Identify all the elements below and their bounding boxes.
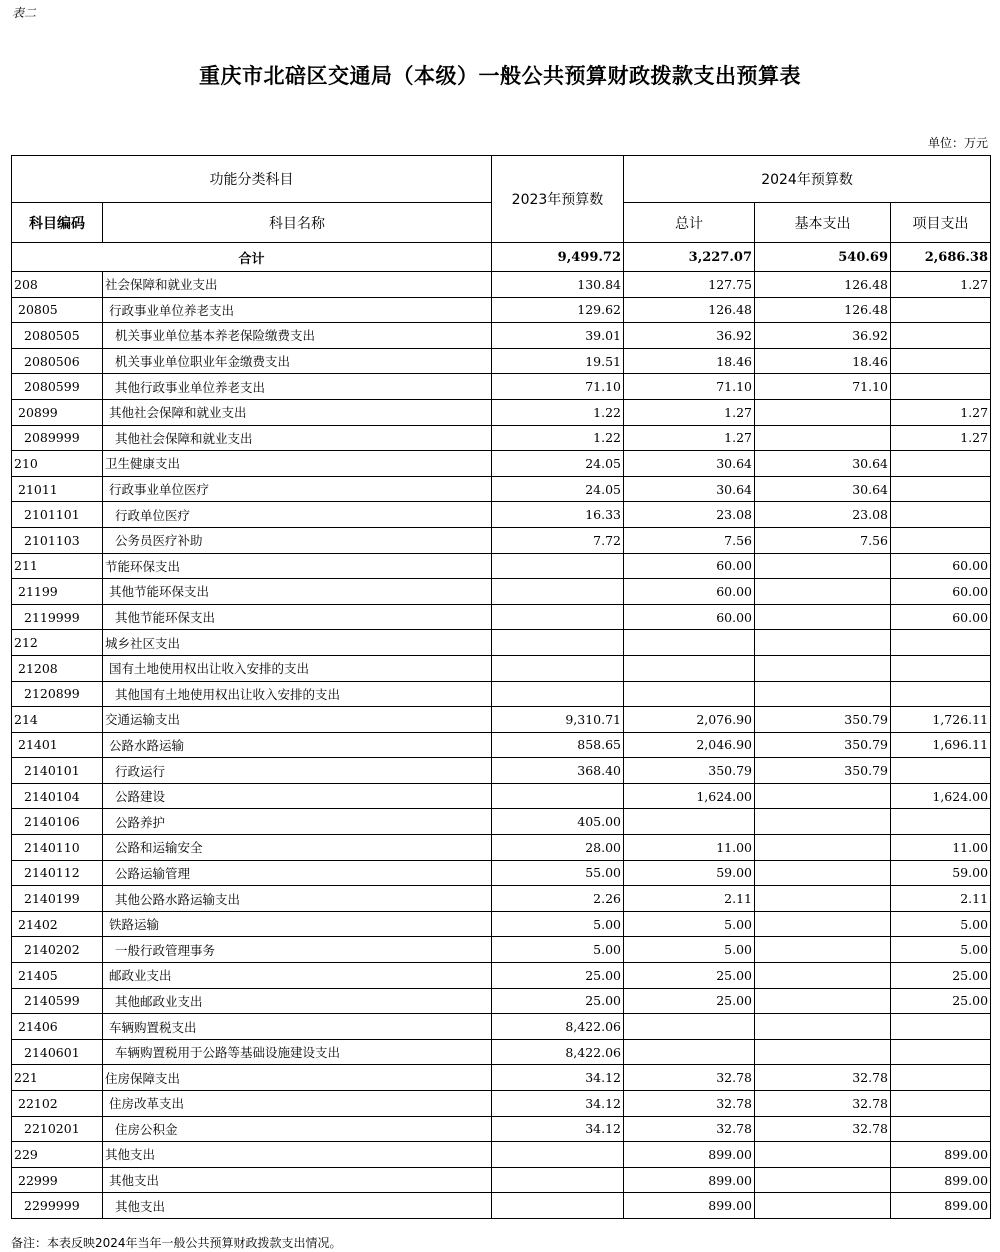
- row-code: 2140199: [12, 886, 103, 912]
- row-total: 899.00: [624, 1193, 755, 1219]
- table-row: [12, 579, 991, 605]
- row-project: 1.27: [891, 399, 991, 425]
- row-code: 2299999: [12, 1193, 103, 1219]
- col-budget-2024: 2024年预算数: [624, 156, 991, 203]
- table-row: [12, 630, 991, 656]
- row-basic: 32.78: [755, 1065, 891, 1091]
- row-budget-2023: 1.22: [492, 399, 624, 425]
- row-project: [891, 655, 991, 681]
- col-name: 科目名称: [103, 203, 492, 243]
- row-name: 公路水路运输: [103, 732, 492, 758]
- col-project: 项目支出: [891, 203, 991, 243]
- table-row: [12, 399, 991, 425]
- row-code: 229: [12, 1142, 103, 1168]
- row-name: 其他国有土地使用权出让收入安排的支出: [103, 681, 492, 707]
- row-basic: [755, 886, 891, 912]
- row-budget-2023: 129.62: [492, 297, 624, 323]
- row-basic: 350.79: [755, 707, 891, 733]
- row-code: 22102: [12, 1091, 103, 1117]
- row-project: 2.11: [891, 886, 991, 912]
- table-row: [12, 451, 991, 477]
- table-row: [12, 937, 991, 963]
- row-total: 30.64: [624, 451, 755, 477]
- row-code: 2140202: [12, 937, 103, 963]
- row-budget-2023: 25.00: [492, 963, 624, 989]
- row-total: 1,624.00: [624, 783, 755, 809]
- table-row: [12, 272, 991, 298]
- table-row: [12, 886, 991, 912]
- row-basic: [755, 988, 891, 1014]
- row-name: 其他社会保障和就业支出: [103, 399, 492, 425]
- row-budget-2023: 25.00: [492, 988, 624, 1014]
- row-basic: [755, 911, 891, 937]
- row-total: 7.56: [624, 527, 755, 553]
- row-basic: 126.48: [755, 272, 891, 298]
- row-name: 公路养护: [103, 809, 492, 835]
- page-title: 重庆市北碚区交通局（本级）一般公共预算财政拨款支出预算表: [199, 64, 801, 88]
- row-project: 1.27: [891, 425, 991, 451]
- row-total: 23.08: [624, 502, 755, 528]
- row-total: 25.00: [624, 963, 755, 989]
- table-row: [12, 963, 991, 989]
- row-total: 60.00: [624, 604, 755, 630]
- row-project: [891, 374, 991, 400]
- row-basic: [755, 937, 891, 963]
- row-name: 其他社会保障和就业支出: [103, 425, 492, 451]
- row-basic: 30.64: [755, 476, 891, 502]
- row-project: [891, 630, 991, 656]
- row-name: 城乡社区支出: [103, 630, 492, 656]
- row-name: 其他支出: [103, 1142, 492, 1168]
- row-name: 其他支出: [103, 1193, 492, 1219]
- summary-basic: 540.69: [755, 243, 891, 272]
- row-name: 其他公路水路运输支出: [103, 886, 492, 912]
- row-code: 2119999: [12, 604, 103, 630]
- row-budget-2023: 1.22: [492, 425, 624, 451]
- row-project: 899.00: [891, 1193, 991, 1219]
- header-row-1: [12, 156, 991, 203]
- row-total: 32.78: [624, 1065, 755, 1091]
- row-budget-2023: 34.12: [492, 1116, 624, 1142]
- row-basic: [755, 553, 891, 579]
- row-name: 铁路运输: [103, 911, 492, 937]
- row-budget-2023: 28.00: [492, 835, 624, 861]
- row-project: 60.00: [891, 553, 991, 579]
- col-basic: 基本支出: [755, 203, 891, 243]
- row-code: 2140106: [12, 809, 103, 835]
- row-code: 21199: [12, 579, 103, 605]
- row-basic: [755, 1142, 891, 1168]
- row-total: 11.00: [624, 835, 755, 861]
- row-project: 11.00: [891, 835, 991, 861]
- col-func-class: 功能分类科目: [12, 156, 492, 203]
- row-total: 2,046.90: [624, 732, 755, 758]
- row-total: 2,076.90: [624, 707, 755, 733]
- row-code: 214: [12, 707, 103, 733]
- row-project: [891, 476, 991, 502]
- row-code: 21402: [12, 911, 103, 937]
- row-total: 5.00: [624, 937, 755, 963]
- table-row: [12, 783, 991, 809]
- table-row: [12, 1065, 991, 1091]
- budget-table: [11, 155, 991, 1219]
- row-basic: [755, 1167, 891, 1193]
- row-total: 899.00: [624, 1167, 755, 1193]
- row-budget-2023: [492, 1167, 624, 1193]
- table-row: [12, 911, 991, 937]
- table-row: [12, 348, 991, 374]
- row-basic: [755, 604, 891, 630]
- row-code: 221: [12, 1065, 103, 1091]
- table-row: [12, 988, 991, 1014]
- row-total: [624, 1039, 755, 1065]
- row-code: 2210201: [12, 1116, 103, 1142]
- row-budget-2023: [492, 553, 624, 579]
- table-row: [12, 1193, 991, 1219]
- row-total: 126.48: [624, 297, 755, 323]
- row-total: 5.00: [624, 911, 755, 937]
- row-budget-2023: 71.10: [492, 374, 624, 400]
- row-code: 2120899: [12, 681, 103, 707]
- row-basic: [755, 1014, 891, 1040]
- row-basic: [755, 963, 891, 989]
- row-name: 行政事业单位养老支出: [103, 297, 492, 323]
- row-project: 1,624.00: [891, 783, 991, 809]
- row-basic: [755, 655, 891, 681]
- row-total: [624, 655, 755, 681]
- row-code: 2140601: [12, 1039, 103, 1065]
- row-project: 60.00: [891, 604, 991, 630]
- row-code: 21011: [12, 476, 103, 502]
- row-project: 25.00: [891, 988, 991, 1014]
- row-budget-2023: 8,422.06: [492, 1039, 624, 1065]
- table-row: [12, 553, 991, 579]
- row-name: 其他支出: [103, 1167, 492, 1193]
- row-basic: [755, 399, 891, 425]
- row-basic: [755, 809, 891, 835]
- table-row: [12, 604, 991, 630]
- row-basic: 36.92: [755, 323, 891, 349]
- row-project: 899.00: [891, 1167, 991, 1193]
- row-project: [891, 1116, 991, 1142]
- table-row: [12, 860, 991, 886]
- row-total: 60.00: [624, 553, 755, 579]
- row-name: 机关事业单位职业年金缴费支出: [103, 348, 492, 374]
- row-budget-2023: 16.33: [492, 502, 624, 528]
- row-name: 公路和运输安全: [103, 835, 492, 861]
- row-code: 2101101: [12, 502, 103, 528]
- row-name: 行政单位医疗: [103, 502, 492, 528]
- row-name: 社会保障和就业支出: [103, 272, 492, 298]
- row-basic: [755, 1039, 891, 1065]
- row-budget-2023: 130.84: [492, 272, 624, 298]
- row-name: 住房公积金: [103, 1116, 492, 1142]
- row-project: 5.00: [891, 911, 991, 937]
- row-project: [891, 1091, 991, 1117]
- row-code: 212: [12, 630, 103, 656]
- row-name: 其他行政事业单位养老支出: [103, 374, 492, 400]
- row-total: 1.27: [624, 399, 755, 425]
- row-basic: [755, 630, 891, 656]
- row-budget-2023: [492, 783, 624, 809]
- row-total: 1.27: [624, 425, 755, 451]
- unit-label: 单位：万元: [927, 136, 988, 150]
- table-row: [12, 758, 991, 784]
- table-row: [12, 1167, 991, 1193]
- summary-label: 合计: [12, 243, 492, 272]
- table-row: [12, 527, 991, 553]
- row-name: 交通运输支出: [103, 707, 492, 733]
- row-budget-2023: 5.00: [492, 911, 624, 937]
- col-budget-2023: 2023年预算数: [492, 156, 624, 243]
- row-total: 25.00: [624, 988, 755, 1014]
- row-project: [891, 758, 991, 784]
- row-budget-2023: 24.05: [492, 476, 624, 502]
- row-name: 其他节能环保支出: [103, 579, 492, 605]
- row-name: 卫生健康支出: [103, 451, 492, 477]
- row-total: 71.10: [624, 374, 755, 400]
- row-total: 60.00: [624, 579, 755, 605]
- col-code: 科目编码: [12, 203, 103, 243]
- row-total: 18.46: [624, 348, 755, 374]
- row-budget-2023: [492, 1193, 624, 1219]
- row-name: 行政事业单位医疗: [103, 476, 492, 502]
- table-row: [12, 1116, 991, 1142]
- row-project: 1,726.11: [891, 707, 991, 733]
- row-basic: [755, 835, 891, 861]
- row-code: 21208: [12, 655, 103, 681]
- row-project: [891, 681, 991, 707]
- row-budget-2023: 368.40: [492, 758, 624, 784]
- row-project: 899.00: [891, 1142, 991, 1168]
- row-project: 59.00: [891, 860, 991, 886]
- row-basic: [755, 783, 891, 809]
- row-code: 2080506: [12, 348, 103, 374]
- summary-project: 2,686.38: [891, 243, 991, 272]
- row-name: 公务员医疗补助: [103, 527, 492, 553]
- row-basic: [755, 579, 891, 605]
- table-row: [12, 707, 991, 733]
- row-basic: [755, 681, 891, 707]
- row-project: 1,696.11: [891, 732, 991, 758]
- row-budget-2023: 19.51: [492, 348, 624, 374]
- row-name: 公路运输管理: [103, 860, 492, 886]
- row-code: 2101103: [12, 527, 103, 553]
- row-budget-2023: [492, 604, 624, 630]
- row-code: 210: [12, 451, 103, 477]
- row-project: 5.00: [891, 937, 991, 963]
- table-row: [12, 476, 991, 502]
- row-code: 2089999: [12, 425, 103, 451]
- row-basic: 350.79: [755, 758, 891, 784]
- footnote: 备注：本表反映2024年当年一般公共预算财政拨款支出情况。: [11, 1236, 342, 1250]
- row-total: 30.64: [624, 476, 755, 502]
- row-project: [891, 323, 991, 349]
- row-basic: [755, 425, 891, 451]
- row-total: [624, 630, 755, 656]
- summary-total: 3,227.07: [624, 243, 755, 272]
- row-budget-2023: [492, 579, 624, 605]
- row-budget-2023: 55.00: [492, 860, 624, 886]
- row-code: 2140104: [12, 783, 103, 809]
- row-budget-2023: [492, 681, 624, 707]
- row-basic: 350.79: [755, 732, 891, 758]
- row-code: 2140112: [12, 860, 103, 886]
- row-project: [891, 451, 991, 477]
- row-name: 机关事业单位基本养老保险缴费支出: [103, 323, 492, 349]
- row-budget-2023: 7.72: [492, 527, 624, 553]
- row-name: 其他邮政业支出: [103, 988, 492, 1014]
- row-name: 车辆购置税用于公路等基础设施建设支出: [103, 1039, 492, 1065]
- table-row: [12, 681, 991, 707]
- row-basic: 32.78: [755, 1116, 891, 1142]
- row-basic: 30.64: [755, 451, 891, 477]
- row-project: [891, 1065, 991, 1091]
- row-budget-2023: [492, 1142, 624, 1168]
- row-total: 36.92: [624, 323, 755, 349]
- row-total: 32.78: [624, 1091, 755, 1117]
- row-name: 住房改革支出: [103, 1091, 492, 1117]
- row-name: 其他节能环保支出: [103, 604, 492, 630]
- row-code: 2080599: [12, 374, 103, 400]
- row-project: 1.27: [891, 272, 991, 298]
- table-row: [12, 1142, 991, 1168]
- row-budget-2023: 858.65: [492, 732, 624, 758]
- row-project: [891, 1014, 991, 1040]
- row-total: 350.79: [624, 758, 755, 784]
- row-total: [624, 809, 755, 835]
- row-name: 节能环保支出: [103, 553, 492, 579]
- row-code: 21406: [12, 1014, 103, 1040]
- summary-budget-2023: 9,499.72: [492, 243, 624, 272]
- table-row: [12, 502, 991, 528]
- row-budget-2023: 39.01: [492, 323, 624, 349]
- row-name: 公路建设: [103, 783, 492, 809]
- row-project: [891, 527, 991, 553]
- row-code: 2140599: [12, 988, 103, 1014]
- row-basic: 32.78: [755, 1091, 891, 1117]
- row-project: 60.00: [891, 579, 991, 605]
- row-project: [891, 1039, 991, 1065]
- row-name: 车辆购置税支出: [103, 1014, 492, 1040]
- table-row: [12, 1014, 991, 1040]
- row-code: 211: [12, 553, 103, 579]
- row-code: 208: [12, 272, 103, 298]
- row-code: 2140110: [12, 835, 103, 861]
- table-row: [12, 809, 991, 835]
- table-row: [12, 655, 991, 681]
- row-total: [624, 681, 755, 707]
- table-label: 表二: [12, 6, 37, 20]
- row-name: 住房保障支出: [103, 1065, 492, 1091]
- row-budget-2023: 5.00: [492, 937, 624, 963]
- row-budget-2023: 405.00: [492, 809, 624, 835]
- row-budget-2023: 34.12: [492, 1091, 624, 1117]
- row-name: 行政运行: [103, 758, 492, 784]
- table-row: [12, 1091, 991, 1117]
- row-basic: 23.08: [755, 502, 891, 528]
- table-row: [12, 297, 991, 323]
- row-name: 邮政业支出: [103, 963, 492, 989]
- row-project: [891, 809, 991, 835]
- row-project: 25.00: [891, 963, 991, 989]
- row-budget-2023: 24.05: [492, 451, 624, 477]
- summary-row: [12, 243, 991, 272]
- row-code: 2140101: [12, 758, 103, 784]
- row-basic: [755, 1193, 891, 1219]
- row-code: 22999: [12, 1167, 103, 1193]
- row-basic: 7.56: [755, 527, 891, 553]
- row-total: 59.00: [624, 860, 755, 886]
- row-basic: 71.10: [755, 374, 891, 400]
- row-project: [891, 348, 991, 374]
- row-total: 32.78: [624, 1116, 755, 1142]
- row-total: 2.11: [624, 886, 755, 912]
- row-budget-2023: [492, 655, 624, 681]
- table-row: [12, 374, 991, 400]
- row-budget-2023: 34.12: [492, 1065, 624, 1091]
- row-budget-2023: 9,310.71: [492, 707, 624, 733]
- row-total: 127.75: [624, 272, 755, 298]
- row-basic: [755, 860, 891, 886]
- row-name: 一般行政管理事务: [103, 937, 492, 963]
- row-basic: 126.48: [755, 297, 891, 323]
- row-project: [891, 502, 991, 528]
- row-code: 20899: [12, 399, 103, 425]
- row-code: 21405: [12, 963, 103, 989]
- row-code: 21401: [12, 732, 103, 758]
- row-project: [891, 297, 991, 323]
- table-row: [12, 425, 991, 451]
- row-total: 899.00: [624, 1142, 755, 1168]
- table-row: [12, 732, 991, 758]
- table-row: [12, 323, 991, 349]
- row-basic: 18.46: [755, 348, 891, 374]
- row-budget-2023: [492, 630, 624, 656]
- table-row: [12, 1039, 991, 1065]
- row-code: 20805: [12, 297, 103, 323]
- row-budget-2023: 8,422.06: [492, 1014, 624, 1040]
- row-name: 国有土地使用权出让收入安排的支出: [103, 655, 492, 681]
- row-code: 2080505: [12, 323, 103, 349]
- row-total: [624, 1014, 755, 1040]
- table-row: [12, 835, 991, 861]
- row-budget-2023: 2.26: [492, 886, 624, 912]
- col-total: 总计: [624, 203, 755, 243]
